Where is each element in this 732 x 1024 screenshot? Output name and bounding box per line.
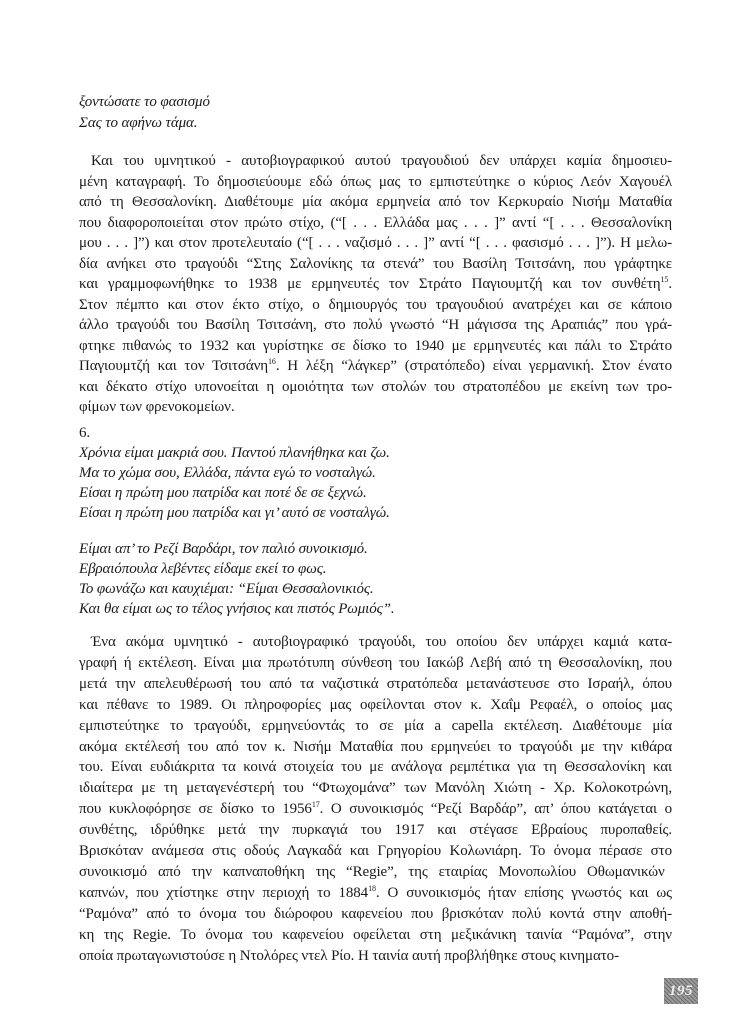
verse-line: Και θα είμαι ως το τέλος γνήσιος και πιστός Ρωμιός”. xyxy=(79,601,395,617)
text-span: και γραμμοφωνήθηκε το 1938 με ερμηνευτές τον Στράτο Παγιουμτζή και τον συνθέτη xyxy=(79,276,661,292)
text-span: Ένα ακόμα υμνητικό - αυτοβιογραφικό τραγούδι, του οποίου δεν υπάρχει καμιά κατα- xyxy=(91,634,672,650)
text-span: δία ανήκει στο τραγούδι “Στης Σαλονίκης τα στενά” του Βασίλη Τσιτσάνη, που γράφτηκε xyxy=(79,255,672,272)
text-line xyxy=(79,842,672,860)
text-span: εμπιστεύτηκε το τραγούδι, ερμηνεύοντάς το σε μία a capella εκτέλεση. Διαθέτουμε μία xyxy=(79,717,672,734)
verse-line: Είσαι η πρώτη μου πατρίδα και ποτέ δε σε ξεχνώ. xyxy=(79,485,367,501)
text-span: που κυκλοφόρησε σε δίσκο το 1956 xyxy=(79,801,312,818)
text-span: φίμων των φρενοκομείων. xyxy=(79,399,235,415)
text-span: του. Είναι ευδιάκριτα τα κοινά στοιχεία του με ανάλογα ρεμπέτικα για τη Θεσσαλονίκη και xyxy=(79,759,672,776)
verse-line: Σας το αφήνω τάμα. xyxy=(79,115,198,131)
text-line xyxy=(79,173,672,191)
text-line xyxy=(79,738,672,756)
footnote-ref: 18 xyxy=(368,883,376,893)
section-number: 6. xyxy=(79,425,91,441)
text-line xyxy=(79,398,235,416)
text-line xyxy=(79,758,672,776)
text-span: μου . . . ]”) και στον προτελευταίο (“[ . . . ναζισμό . . . ]” αντί “[ . . . φασισμό . . . ]”). Η μελω- xyxy=(79,235,672,251)
text-span: . xyxy=(668,276,672,292)
verse-line: Το φωνάζω και καυχιέμαι: “Είμαι Θεσσαλονικιός. xyxy=(79,581,374,597)
page-number: 195 xyxy=(664,978,698,1004)
text-span: . Η λέξη “λάγκερ” (στρατόπεδο) είναι γερμανική. Στον ένατο xyxy=(275,358,672,374)
text-line xyxy=(79,255,672,273)
text-span: Βρισκόταν ανάμεσα στις οδούς Λαγκαδά και Γρηγορίου Κολωνιάρη. Το όνομα πέρασε στο xyxy=(79,843,672,859)
text-span: κη της Regie. Το όνομα του καφενείου οφείλεται στη μεξικάνικη ταινία “Ραμόνα”, στην xyxy=(79,926,672,943)
text-span: και δέκατο στίχο υπονοείται η ομοιότητα των στολών του στρατοπέδου με εκείνη των τρο- xyxy=(79,378,672,395)
text-span: άλλο τραγούδι του Βασίλη Τσιτσάνη, στο πολύ γνωστό “Η μάγισσα της Αραπιάς” που γρά- xyxy=(79,317,672,333)
text-line xyxy=(79,654,672,672)
text-span: καπνών, που χτίστηκε στην περιοχή το 1884 xyxy=(79,884,369,901)
text-line xyxy=(79,947,619,965)
text-line xyxy=(79,821,672,839)
text-span: μένη καταγραφή. Το δημοσιεύουμε εδώ όπως μας το εμπιστεύτηκε ο κύριος Λεόν Χαγουέλ xyxy=(79,173,672,190)
text-line xyxy=(79,717,672,735)
text-line xyxy=(79,800,672,818)
verse-line: Μα το χώμα σου, Ελλάδα, πάντα εγώ το νοσταλγώ. xyxy=(79,465,376,481)
text-span: μετά την απελευθέρωσή του από τα ναζιστικά στρατόπεδα μετανάστευσε στο Ισραήλ, όπου xyxy=(79,675,672,692)
text-line xyxy=(91,633,672,651)
text-span: ιδιαίτερα με τη μεταγενέστερή του “Φτωχομάνα” των Μανόλη Χιώτη - Χρ. Κολοκοτρώνη, xyxy=(79,780,672,797)
text-span: οποία πρωταγωνιστούσε η Ντολόρες ντελ Ρίο. Η ταινία αυτή προβλήθηκε στους κινηματο- xyxy=(79,947,619,964)
text-line xyxy=(79,905,672,923)
text-line xyxy=(79,214,672,232)
verse-line: Εβραιόπουλα λεβέντες είδαμε εκεί το φως. xyxy=(79,561,327,577)
text-span: “Ραμόνα” από το όνομα του διώροφου καφενείου που βρισκόταν πολύ κοντά στην αποθή- xyxy=(79,905,672,922)
text-line xyxy=(79,378,672,396)
text-span: συνθέτης, ιδρύθηκε μετά την πυρκαγιά του 1917 και στέγασε Εβραίους πυροπαθείς. xyxy=(79,822,672,839)
text-span: Και του υμνητικού - αυτοβιογραφικού αυτού τραγουδιού δεν υπάρχει καμία δημοσιευ- xyxy=(91,153,672,169)
text-span: Στον πέμπτο και στον έκτο στίχο, ο δημιουργός του τραγουδιού ανατρέχει και σε κάποιο xyxy=(79,296,672,313)
verse-line: Χρόνια είμαι μακριά σου. Παντού πλανήθηκα και ζω. xyxy=(79,445,390,461)
text-line xyxy=(79,337,672,355)
text-span: από τη Θεσσαλονίκη. Διαθέτουμε μία ακόμα ερμηνεία από τον Κερκυραίο Νισήμ Ματαθία xyxy=(79,194,672,210)
text-line xyxy=(79,884,672,902)
verse-line: ξοντώσατε το φασισμό xyxy=(79,94,210,110)
text-line xyxy=(79,296,672,314)
text-line xyxy=(79,675,672,693)
footnote-ref: 17 xyxy=(311,800,320,810)
footnote-ref: 16 xyxy=(268,357,276,366)
text-line xyxy=(79,316,672,334)
footnote-ref: 15 xyxy=(660,275,669,284)
text-line xyxy=(79,779,672,797)
text-span: ακόμα εκτέλεσή του από τον κ. Νισήμ Ματαθία που ερμηνεύει το τραγούδι με την κιθάρα xyxy=(79,738,672,755)
text-line xyxy=(79,926,672,944)
text-line xyxy=(79,234,672,252)
verse-line: Είσαι η πρώτη μου πατρίδα και γι’ αυτό σε νοσταλγώ. xyxy=(79,505,390,521)
text-span: φτηκε πιθανώς το 1932 και γυρίστηκε σε δίσκο το 1940 με ερμηνευτές και πάλι το Στράτο xyxy=(79,337,672,354)
text-line xyxy=(91,152,672,170)
text-span: . Ο συνοικισμός ήταν επίσης γνωστός και ως xyxy=(375,884,672,901)
verse-line: Είμαι απ’ το Ρεζί Βαρδάρι, τον παλιό συνοικισμό. xyxy=(79,541,368,557)
text-line xyxy=(79,696,672,714)
text-span: που διαφοροποιείται στον πρώτο στίχο, (“[ . . . Ελλάδα μας . . . ]” αντί “[ . . . Θεσσαλονίκη xyxy=(79,214,672,231)
text-line xyxy=(79,275,672,293)
text-span: Παγιουμτζή και τον Τσιτσάνη xyxy=(79,358,269,374)
text-span: . Ο συνοικισμός “Ρεζί Βαρδάρ”, απ’ όπου κατάγεται ο xyxy=(319,801,672,818)
text-span: και πέθανε το 1989. Οι πληροφορίες μας οφείλονται στον κ. Χαΐμ Ρεφαέλ, ο οποίος μας xyxy=(79,696,672,713)
text-span: γραφή ή εκτέλεση. Είναι μια πρωτότυπη σύνθεση του Ιακώβ Λεβή από τη Θεσσαλονίκη, που xyxy=(79,654,672,671)
text-line xyxy=(79,193,672,211)
text-line xyxy=(79,863,665,881)
text-line xyxy=(79,357,672,375)
text-span: συνοικισμό από την καπναποθήκη της “Regie”, της εταιρίας Μονοπωλίου Οθωμανικών xyxy=(79,863,665,880)
